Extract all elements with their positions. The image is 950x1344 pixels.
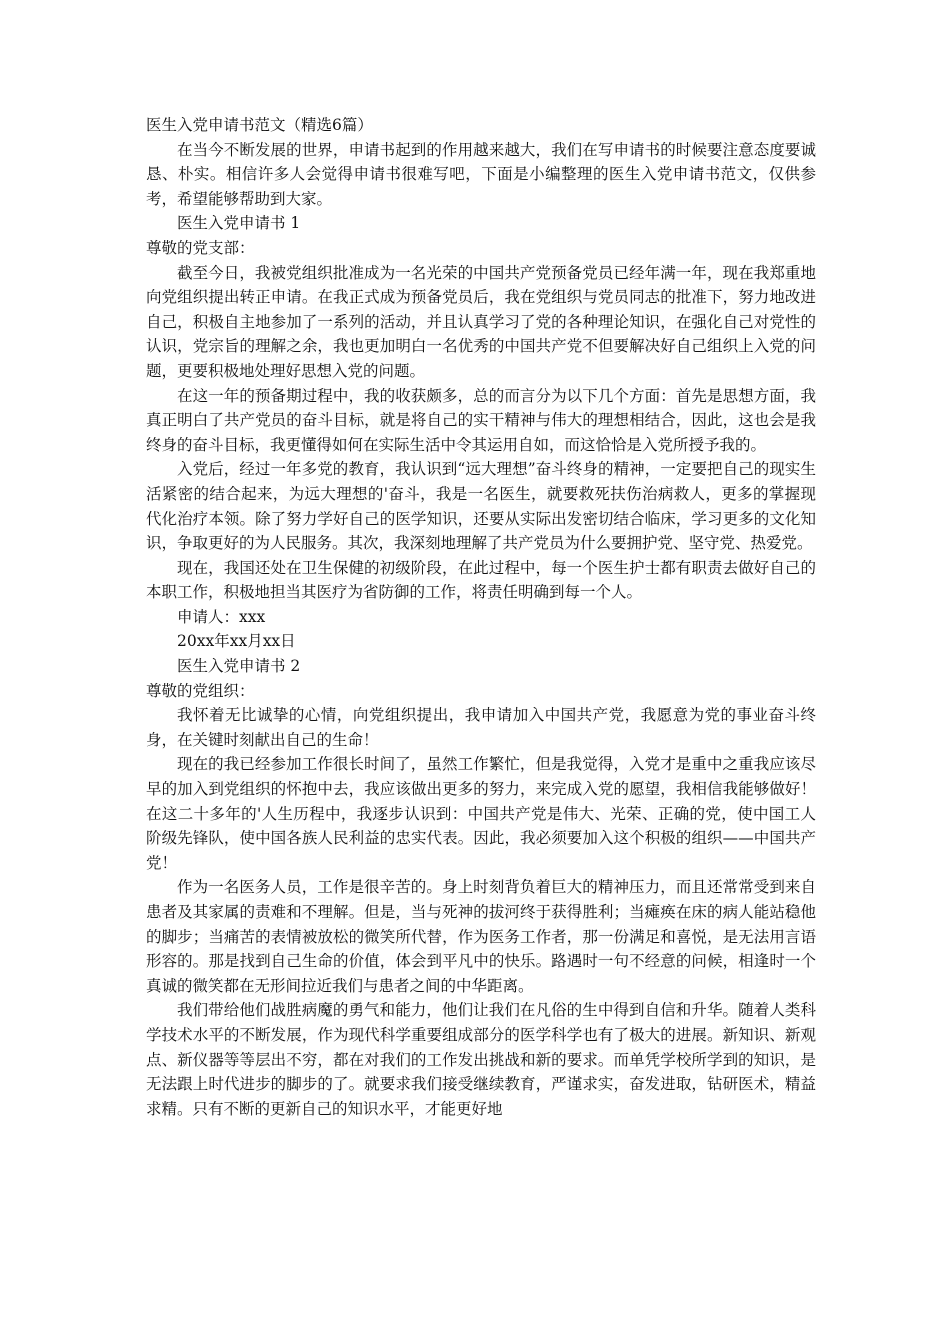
letter1-paragraph-3: 入党后，经过一年多党的教育，我认识到“远大理想”奋斗终身的精神，一定要把自己的现实生活紧密的结合起来，为远大理想的'奋斗，我是一名医生，就要救死扶伤治病救人，更多的掌握现代化治疗本领。除了努力学好自己的医学知识，还要从实际出发密切结合临床，学习更多的文化知识，争取更好的为人民服务。其次，我深刻地理解了共产党员为什么要拥护党、坚守党、热爱党。 [146,460,816,553]
letter2-paragraph-1: 我怀着无比诚挚的心情，向党组织提出，我申请加入中国共产党，我愿意为党的事业奋斗终身，在关键时刻献出自己的生命！ [146,706,816,749]
document-page [146,113,816,1121]
letter1-paragraph-2: 在这一年的预备期过程中，我的收获颇多，总的而言分为以下几个方面：首先是思想方面，我真正明白了共产党员的奋斗目标，就是将自己的实干精神与伟大的理想相结合，因此，这也会是我终身的奋斗目标，我更懂得如何在实际生活中令其运用自如，而这恰恰是入党所授予我的。 [146,386,816,454]
letter1-paragraph-4: 现在，我国还处在卫生保健的初级阶段，在此过程中，每一个医生护士都有职责去做好自己的本职工作，积极地担当其医疗为省防御的工作，将责任明确到每一个人。 [146,558,816,602]
letter1-paragraph-1: 截至今日，我被党组织批准成为一名光荣的中国共产党预备党员已经年满一年，现在我郑重地向党组织提出转正申请。在我正式成为预备党员后，我在党组织与党员同志的批准下，努力地改进自己，积极自主地参加了一系列的活动，并且认真学习了党的各种理论知识，在强化自己对党性的认识，党宗旨的理解之余，我也更加明白一名优秀的中国共产党不但要解决好自己组织上入党的问题，更要积极地处理好思想入党的问题。 [146,263,816,380]
letter2-paragraph-3: 作为一名医务人员，工作是很辛苦的。身上时刻背负着巨大的精神压力，而且还常常受到来自患者及其家属的责难和不理解。但是，当与死神的拔河终于获得胜利；当瘫痪在床的病人能站稳他的脚步；当痛苦的表情被放松的微笑所代替，作为医务工作者，那一份满足和喜悦，是无法用言语形容的。那是找到自己生命的价值，体会到平凡中的快乐。路遇时一句不经意的问候，相逢时一个真诚的微笑都在无形间拉近我们与患者之间的中华距离。 [146,878,816,995]
letter1-salutation: 尊敬的党支部： [146,238,255,257]
letter2-heading: 医生入党申请书 2 [177,657,301,676]
letter2-paragraph-2: 现在的我已经参加工作很长时间了，虽然工作繁忙，但是我觉得，入党才是重中之重我应该尽早的加入到党组织的怀抱中去，我应该做出更多的努力，来完成入党的愿望，我相信我能够做好！在这二十多年的'人生历程中，我逐步认识到：中国共产党是伟大、光荣、正确的党，使中国工人阶级先锋队，使中国各族人民利益的忠实代表。因此，我必须要加入这个积极的组织——中国共产党！ [146,755,816,872]
intro-paragraph: 在当今不断发展的世界，申请书起到的作用越来越大，我们在写申请书的时候要注意态度要诚恳、朴实。相信许多人会觉得申请书很难写吧，下面是小编整理的医生入党申请书范文，仅供参考，希望能够帮助到大家。 [146,140,816,208]
document-title: 医生入党申请书范文（精选6篇） [146,116,373,134]
letter1-applicant: 申请人：xxx [177,607,266,626]
letter2-paragraph-4: 我们带给他们战胜病魔的勇气和能力，他们让我们在凡俗的生中得到自信和升华。随着人类科学技术水平的不断发展，作为现代科学重要组成部分的医学科学也有了极大的进展。新知识、新观点、新仪器等等层出不穷，都在对我们的工作发出挑战和新的要求。而单凭学校所学到的知识，是无法跟上时代进步的脚步的了。就要求我们接受继续教育，严谨求实，奋发进取，钻研医术，精益求精。只有不断的更新自己的知识水平，才能更好地 [146,1001,816,1118]
letter2-salutation: 尊敬的党组织： [146,681,255,700]
letter1-heading: 医生入党申请书 1 [177,214,301,233]
letter1-date: 20xx年xx月xx日 [177,632,296,651]
